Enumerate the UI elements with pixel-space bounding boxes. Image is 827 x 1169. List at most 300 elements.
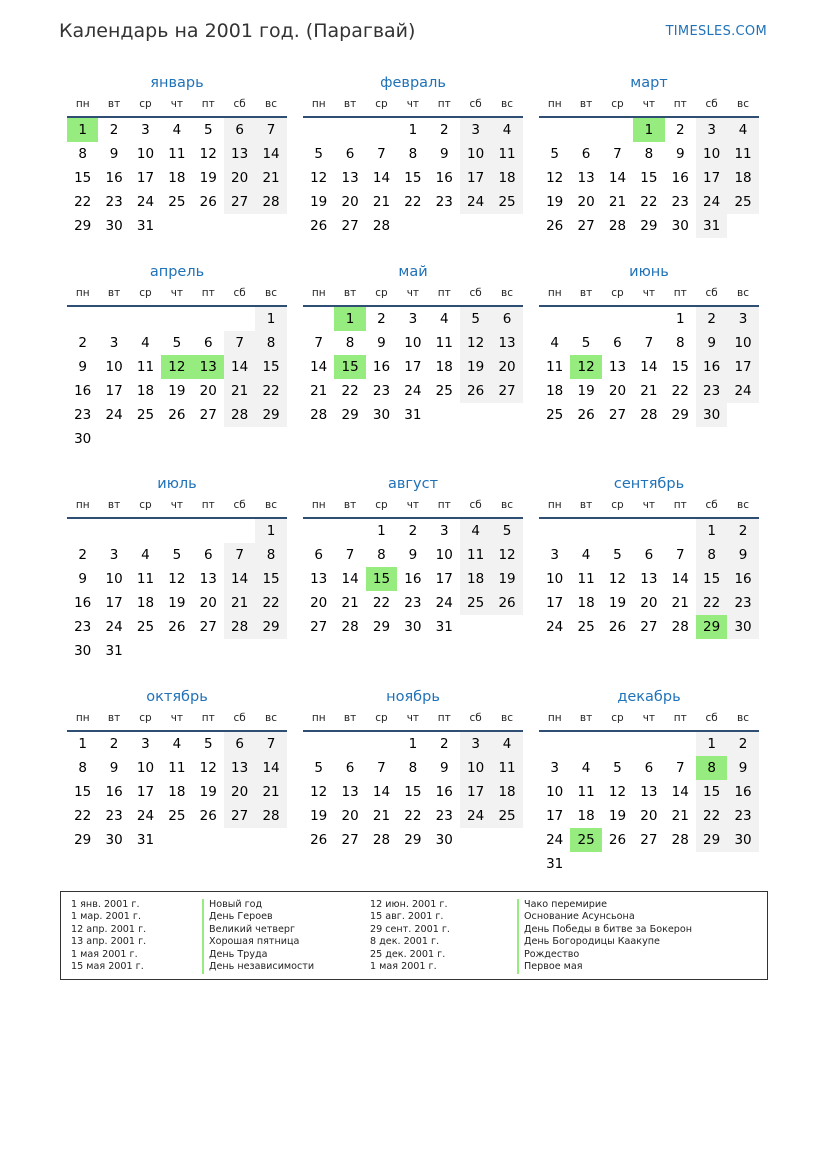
day-cell[interactable]: 24: [435, 595, 453, 611]
day-cell[interactable]: 12: [460, 331, 491, 355]
day-cell[interactable]: 3: [460, 118, 491, 142]
day-cell[interactable]: 24: [546, 619, 564, 635]
day-cell[interactable]: 25: [136, 619, 155, 635]
day-cell[interactable]: 22: [404, 808, 422, 824]
day-cell[interactable]: 23: [74, 619, 92, 635]
day-cell[interactable]: 5: [460, 307, 491, 331]
day-cell[interactable]: 21: [608, 194, 627, 210]
day-cell[interactable]: 19: [199, 784, 217, 800]
day-cell[interactable]: 1: [696, 732, 727, 756]
day-cell[interactable]: 14: [255, 142, 286, 166]
day-cell[interactable]: 27: [341, 832, 359, 848]
day-cell[interactable]: 30: [727, 615, 758, 639]
day-cell[interactable]: 10: [105, 359, 123, 375]
day-cell[interactable]: 26: [310, 218, 328, 234]
day-cell[interactable]: 12: [608, 571, 627, 587]
day-cell[interactable]: 15: [696, 780, 727, 804]
day-cell[interactable]: 7: [314, 335, 323, 351]
day-cell[interactable]: 23: [74, 407, 92, 423]
day-cell[interactable]: 23: [727, 804, 758, 828]
day-cell[interactable]: 17: [435, 571, 453, 587]
day-cell[interactable]: 6: [224, 732, 255, 756]
day-cell[interactable]: 7: [224, 543, 255, 567]
day-cell[interactable]: 2: [675, 122, 685, 138]
day-cell[interactable]: 13: [224, 756, 255, 780]
day-cell[interactable]: 4: [172, 122, 182, 138]
day-cell[interactable]: 12: [491, 543, 522, 567]
day-cell[interactable]: 11: [491, 756, 522, 780]
day-cell[interactable]: 8: [255, 543, 286, 567]
day-cell[interactable]: 13: [310, 571, 328, 587]
day-cell[interactable]: 10: [435, 547, 453, 563]
day-cell[interactable]: 11: [727, 142, 758, 166]
day-cell[interactable]: 15: [404, 170, 422, 186]
day-cell[interactable]: 27: [491, 379, 522, 403]
day-cell[interactable]: 5: [581, 335, 591, 351]
day-cell[interactable]: 11: [168, 760, 186, 776]
day-cell[interactable]: 7: [345, 547, 355, 563]
day-cell[interactable]: 9: [377, 335, 386, 351]
day-cell[interactable]: 30: [372, 407, 391, 423]
day-cell[interactable]: 17: [546, 808, 564, 824]
day-cell[interactable]: 13: [224, 142, 255, 166]
day-cell[interactable]: 20: [608, 383, 627, 399]
day-cell[interactable]: 31: [546, 856, 564, 872]
day-cell[interactable]: 3: [109, 335, 119, 351]
day-cell[interactable]: 8: [696, 543, 727, 567]
day-cell[interactable]: 2: [109, 736, 119, 752]
day-cell[interactable]: 19: [168, 383, 186, 399]
day-cell[interactable]: 5: [491, 519, 522, 543]
day-cell[interactable]: 25: [727, 190, 758, 214]
day-cell[interactable]: 4: [172, 736, 182, 752]
day-cell[interactable]: 25: [546, 407, 564, 423]
day-cell[interactable]: 26: [460, 379, 491, 403]
day-cell[interactable]: 1: [696, 519, 727, 543]
day-cell[interactable]: 15: [255, 567, 286, 591]
day-cell[interactable]: 21: [372, 808, 391, 824]
day-cell[interactable]: 5: [613, 760, 622, 776]
day-cell[interactable]: 8: [377, 547, 386, 563]
day-cell[interactable]: 15: [74, 784, 92, 800]
day-cell[interactable]: 28: [671, 832, 689, 848]
day-cell[interactable]: 2: [78, 335, 87, 351]
day-cell[interactable]: 17: [546, 595, 564, 611]
day-cell[interactable]: 7: [377, 146, 386, 162]
day-cell[interactable]: 13: [341, 170, 359, 186]
day-cell[interactable]: 18: [435, 359, 453, 375]
day-cell[interactable]: 4: [141, 547, 150, 563]
day-cell[interactable]: 27: [341, 218, 359, 234]
day-cell[interactable]: 16: [727, 780, 758, 804]
day-cell[interactable]: 26: [168, 407, 186, 423]
day-cell[interactable]: 2: [439, 736, 449, 752]
day-cell[interactable]: 14: [224, 355, 255, 379]
day-cell[interactable]: 11: [168, 146, 186, 162]
day-cell[interactable]: 24: [136, 194, 155, 210]
day-cell[interactable]: 23: [404, 595, 422, 611]
day-cell[interactable]: 22: [74, 808, 92, 824]
day-cell[interactable]: 2: [696, 307, 727, 331]
day-cell[interactable]: 24: [105, 619, 123, 635]
holiday-day-cell[interactable]: 12: [161, 355, 192, 379]
day-cell[interactable]: 28: [372, 218, 391, 234]
day-cell[interactable]: 7: [377, 760, 386, 776]
day-cell[interactable]: 27: [640, 619, 658, 635]
day-cell[interactable]: 20: [577, 194, 595, 210]
day-cell[interactable]: 19: [310, 808, 328, 824]
day-cell[interactable]: 23: [105, 808, 123, 824]
day-cell[interactable]: 12: [199, 146, 217, 162]
day-cell[interactable]: 21: [255, 780, 286, 804]
holiday-day-cell[interactable]: 12: [570, 355, 601, 379]
day-cell[interactable]: 13: [640, 784, 658, 800]
day-cell[interactable]: 31: [136, 218, 155, 234]
day-cell[interactable]: 6: [345, 146, 355, 162]
day-cell[interactable]: 6: [345, 760, 355, 776]
day-cell[interactable]: 22: [255, 379, 286, 403]
day-cell[interactable]: 9: [727, 543, 758, 567]
day-cell[interactable]: 28: [255, 190, 286, 214]
day-cell[interactable]: 19: [199, 170, 217, 186]
day-cell[interactable]: 29: [671, 407, 689, 423]
day-cell[interactable]: 27: [310, 619, 328, 635]
day-cell[interactable]: 4: [439, 311, 449, 327]
day-cell[interactable]: 30: [74, 643, 92, 659]
day-cell[interactable]: 16: [435, 784, 453, 800]
day-cell[interactable]: 9: [675, 146, 685, 162]
day-cell[interactable]: 26: [199, 808, 217, 824]
day-cell[interactable]: 7: [675, 760, 685, 776]
holiday-day-cell[interactable]: 1: [633, 118, 664, 142]
day-cell[interactable]: 11: [460, 543, 491, 567]
day-cell[interactable]: 21: [310, 383, 328, 399]
day-cell[interactable]: 31: [404, 407, 422, 423]
day-cell[interactable]: 17: [404, 359, 422, 375]
day-cell[interactable]: 18: [577, 595, 595, 611]
day-cell[interactable]: 21: [640, 383, 658, 399]
day-cell[interactable]: 1: [408, 122, 418, 138]
day-cell[interactable]: 27: [224, 804, 255, 828]
day-cell[interactable]: 26: [168, 619, 186, 635]
day-cell[interactable]: 24: [404, 383, 422, 399]
day-cell[interactable]: 19: [491, 567, 522, 591]
day-cell[interactable]: 18: [491, 166, 522, 190]
day-cell[interactable]: 6: [203, 335, 213, 351]
day-cell[interactable]: 11: [491, 142, 522, 166]
day-cell[interactable]: 9: [78, 571, 87, 587]
day-cell[interactable]: 20: [310, 595, 328, 611]
day-cell[interactable]: 8: [78, 146, 87, 162]
day-cell[interactable]: 6: [581, 146, 591, 162]
day-cell[interactable]: 31: [105, 643, 123, 659]
day-cell[interactable]: 1: [408, 736, 418, 752]
day-cell[interactable]: 11: [136, 359, 155, 375]
day-cell[interactable]: 27: [608, 407, 627, 423]
day-cell[interactable]: 16: [105, 784, 123, 800]
day-cell[interactable]: 18: [727, 166, 758, 190]
day-cell[interactable]: 27: [224, 190, 255, 214]
day-cell[interactable]: 6: [644, 547, 654, 563]
day-cell[interactable]: 16: [671, 170, 689, 186]
day-cell[interactable]: 16: [696, 355, 727, 379]
day-cell[interactable]: 23: [435, 194, 453, 210]
day-cell[interactable]: 26: [199, 194, 217, 210]
day-cell[interactable]: 30: [105, 218, 123, 234]
day-cell[interactable]: 19: [168, 595, 186, 611]
day-cell[interactable]: 5: [314, 760, 323, 776]
day-cell[interactable]: 28: [255, 804, 286, 828]
day-cell[interactable]: 29: [74, 832, 92, 848]
day-cell[interactable]: 15: [640, 170, 658, 186]
day-cell[interactable]: 23: [372, 383, 391, 399]
day-cell[interactable]: 18: [168, 170, 186, 186]
holiday-day-cell[interactable]: 8: [696, 756, 727, 780]
day-cell[interactable]: 9: [439, 760, 449, 776]
day-cell[interactable]: 8: [408, 760, 418, 776]
day-cell[interactable]: 25: [460, 591, 491, 615]
day-cell[interactable]: 29: [74, 218, 92, 234]
day-cell[interactable]: 18: [460, 567, 491, 591]
day-cell[interactable]: 26: [310, 832, 328, 848]
day-cell[interactable]: 9: [78, 359, 87, 375]
day-cell[interactable]: 10: [136, 146, 155, 162]
day-cell[interactable]: 13: [341, 784, 359, 800]
day-cell[interactable]: 3: [727, 307, 758, 331]
day-cell[interactable]: 11: [435, 335, 453, 351]
day-cell[interactable]: 30: [105, 832, 123, 848]
day-cell[interactable]: 25: [168, 194, 186, 210]
day-cell[interactable]: 10: [460, 142, 491, 166]
day-cell[interactable]: 19: [608, 595, 627, 611]
day-cell[interactable]: 25: [491, 804, 522, 828]
day-cell[interactable]: 15: [696, 567, 727, 591]
day-cell[interactable]: 24: [546, 832, 564, 848]
day-cell[interactable]: 17: [460, 166, 491, 190]
day-cell[interactable]: 13: [608, 359, 627, 375]
day-cell[interactable]: 10: [696, 142, 727, 166]
day-cell[interactable]: 4: [727, 118, 758, 142]
day-cell[interactable]: 9: [109, 760, 119, 776]
day-cell[interactable]: 2: [78, 547, 87, 563]
day-cell[interactable]: 8: [345, 335, 355, 351]
holiday-day-cell[interactable]: 1: [334, 307, 365, 331]
day-cell[interactable]: 19: [546, 194, 564, 210]
day-cell[interactable]: 4: [550, 335, 559, 351]
day-cell[interactable]: 3: [141, 122, 150, 138]
day-cell[interactable]: 14: [640, 359, 658, 375]
day-cell[interactable]: 24: [696, 190, 727, 214]
holiday-day-cell[interactable]: 13: [193, 355, 224, 379]
holiday-day-cell[interactable]: 1: [67, 118, 98, 142]
day-cell[interactable]: 20: [224, 166, 255, 190]
day-cell[interactable]: 27: [199, 407, 217, 423]
day-cell[interactable]: 30: [404, 619, 422, 635]
day-cell[interactable]: 6: [203, 547, 213, 563]
day-cell[interactable]: 9: [109, 146, 119, 162]
day-cell[interactable]: 20: [224, 780, 255, 804]
day-cell[interactable]: 28: [372, 832, 391, 848]
day-cell[interactable]: 12: [310, 170, 328, 186]
day-cell[interactable]: 18: [577, 808, 595, 824]
day-cell[interactable]: 9: [696, 331, 727, 355]
day-cell[interactable]: 20: [199, 595, 217, 611]
day-cell[interactable]: 27: [640, 832, 658, 848]
day-cell[interactable]: 3: [550, 760, 559, 776]
day-cell[interactable]: 2: [377, 311, 386, 327]
day-cell[interactable]: 5: [314, 146, 323, 162]
day-cell[interactable]: 12: [199, 760, 217, 776]
day-cell[interactable]: 21: [255, 166, 286, 190]
day-cell[interactable]: 2: [727, 519, 758, 543]
day-cell[interactable]: 17: [136, 170, 155, 186]
day-cell[interactable]: 22: [696, 591, 727, 615]
day-cell[interactable]: 19: [577, 383, 595, 399]
day-cell[interactable]: 19: [608, 808, 627, 824]
day-cell[interactable]: 28: [310, 407, 328, 423]
day-cell[interactable]: 21: [224, 591, 255, 615]
day-cell[interactable]: 21: [372, 194, 391, 210]
day-cell[interactable]: 3: [439, 523, 449, 539]
day-cell[interactable]: 20: [199, 383, 217, 399]
day-cell[interactable]: 1: [255, 307, 286, 331]
day-cell[interactable]: 4: [141, 335, 150, 351]
day-cell[interactable]: 20: [640, 808, 658, 824]
day-cell[interactable]: 7: [613, 146, 622, 162]
day-cell[interactable]: 25: [577, 619, 595, 635]
day-cell[interactable]: 15: [255, 355, 286, 379]
day-cell[interactable]: 14: [224, 567, 255, 591]
day-cell[interactable]: 22: [372, 595, 391, 611]
day-cell[interactable]: 16: [74, 595, 92, 611]
day-cell[interactable]: 3: [141, 736, 150, 752]
day-cell[interactable]: 14: [372, 784, 391, 800]
day-cell[interactable]: 24: [136, 808, 155, 824]
day-cell[interactable]: 22: [671, 383, 689, 399]
day-cell[interactable]: 18: [491, 780, 522, 804]
day-cell[interactable]: 28: [224, 403, 255, 427]
day-cell[interactable]: 25: [491, 190, 522, 214]
day-cell[interactable]: 19: [460, 355, 491, 379]
day-cell[interactable]: 5: [172, 547, 182, 563]
day-cell[interactable]: 10: [404, 335, 422, 351]
day-cell[interactable]: 12: [310, 784, 328, 800]
day-cell[interactable]: 20: [491, 355, 522, 379]
day-cell[interactable]: 23: [105, 194, 123, 210]
day-cell[interactable]: 22: [341, 383, 359, 399]
day-cell[interactable]: 4: [581, 547, 591, 563]
day-cell[interactable]: 18: [136, 595, 155, 611]
day-cell[interactable]: 26: [546, 218, 564, 234]
day-cell[interactable]: 10: [460, 756, 491, 780]
day-cell[interactable]: 31: [435, 619, 453, 635]
day-cell[interactable]: 14: [608, 170, 627, 186]
holiday-day-cell[interactable]: 29: [696, 615, 727, 639]
day-cell[interactable]: 3: [550, 547, 559, 563]
holiday-day-cell[interactable]: 25: [570, 828, 601, 852]
day-cell[interactable]: 21: [224, 379, 255, 403]
day-cell[interactable]: 12: [608, 784, 627, 800]
day-cell[interactable]: 29: [341, 407, 359, 423]
day-cell[interactable]: 17: [696, 166, 727, 190]
day-cell[interactable]: 18: [168, 784, 186, 800]
day-cell[interactable]: 14: [671, 571, 689, 587]
day-cell[interactable]: 7: [255, 118, 286, 142]
day-cell[interactable]: 25: [136, 407, 155, 423]
holiday-day-cell[interactable]: 15: [334, 355, 365, 379]
day-cell[interactable]: 22: [255, 591, 286, 615]
day-cell[interactable]: 24: [727, 379, 758, 403]
day-cell[interactable]: 16: [727, 567, 758, 591]
day-cell[interactable]: 1: [377, 523, 386, 539]
day-cell[interactable]: 8: [644, 146, 654, 162]
day-cell[interactable]: 21: [341, 595, 359, 611]
day-cell[interactable]: 26: [577, 407, 595, 423]
day-cell[interactable]: 27: [199, 619, 217, 635]
day-cell[interactable]: 2: [109, 122, 119, 138]
day-cell[interactable]: 16: [105, 170, 123, 186]
day-cell[interactable]: 22: [696, 804, 727, 828]
day-cell[interactable]: 17: [136, 784, 155, 800]
day-cell[interactable]: 1: [78, 736, 87, 752]
day-cell[interactable]: 7: [644, 335, 654, 351]
day-cell[interactable]: 24: [105, 407, 123, 423]
day-cell[interactable]: 26: [608, 619, 627, 635]
day-cell[interactable]: 16: [74, 383, 92, 399]
day-cell[interactable]: 2: [439, 122, 449, 138]
day-cell[interactable]: 5: [203, 736, 213, 752]
day-cell[interactable]: 6: [314, 547, 323, 563]
day-cell[interactable]: 8: [78, 760, 87, 776]
day-cell[interactable]: 29: [640, 218, 658, 234]
day-cell[interactable]: 30: [671, 218, 689, 234]
day-cell[interactable]: 31: [696, 214, 727, 238]
day-cell[interactable]: 13: [640, 571, 658, 587]
day-cell[interactable]: 16: [404, 571, 422, 587]
day-cell[interactable]: 6: [613, 335, 622, 351]
day-cell[interactable]: 14: [310, 359, 328, 375]
day-cell[interactable]: 10: [546, 784, 564, 800]
day-cell[interactable]: 14: [341, 571, 359, 587]
day-cell[interactable]: 5: [172, 335, 182, 351]
day-cell[interactable]: 22: [74, 194, 92, 210]
day-cell[interactable]: 20: [341, 194, 359, 210]
day-cell[interactable]: 29: [404, 832, 422, 848]
day-cell[interactable]: 10: [546, 571, 564, 587]
day-cell[interactable]: 6: [644, 760, 654, 776]
day-cell[interactable]: 17: [105, 595, 123, 611]
day-cell[interactable]: 30: [435, 832, 453, 848]
day-cell[interactable]: 11: [546, 359, 564, 375]
day-cell[interactable]: 28: [608, 218, 627, 234]
day-cell[interactable]: 10: [105, 571, 123, 587]
day-cell[interactable]: 29: [372, 619, 391, 635]
day-cell[interactable]: 28: [341, 619, 359, 635]
day-cell[interactable]: 6: [491, 307, 522, 331]
day-cell[interactable]: 3: [408, 311, 418, 327]
day-cell[interactable]: 30: [727, 828, 758, 852]
day-cell[interactable]: 11: [577, 784, 595, 800]
day-cell[interactable]: 25: [168, 808, 186, 824]
day-cell[interactable]: 3: [109, 547, 119, 563]
day-cell[interactable]: 22: [404, 194, 422, 210]
day-cell[interactable]: 22: [640, 194, 658, 210]
day-cell[interactable]: 7: [675, 547, 685, 563]
day-cell[interactable]: 29: [255, 403, 286, 427]
site-logo[interactable]: TIMESLES.COM: [665, 24, 767, 39]
day-cell[interactable]: 6: [224, 118, 255, 142]
day-cell[interactable]: 4: [460, 519, 491, 543]
